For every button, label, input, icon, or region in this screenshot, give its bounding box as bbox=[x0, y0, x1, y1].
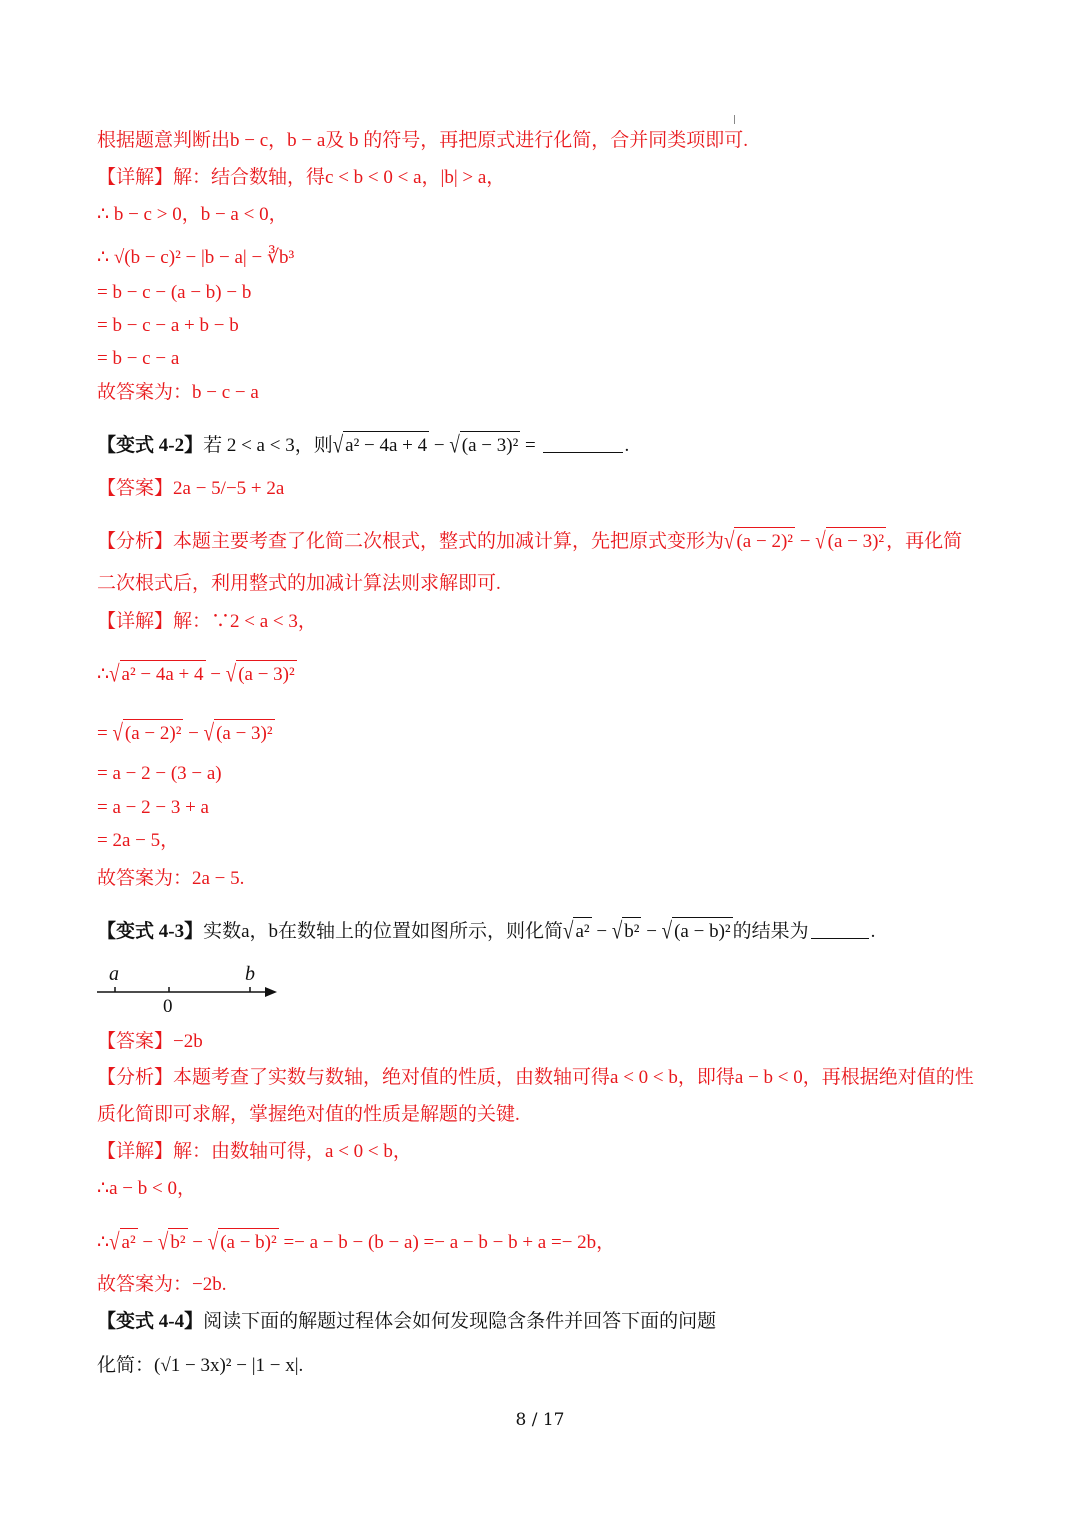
answer-blank bbox=[811, 938, 869, 939]
detail-line: = b − c − (a − b) − b bbox=[97, 282, 252, 303]
detail-4-2-line: = a − 2 − 3 + a bbox=[97, 797, 209, 818]
final-4-2: 故答案为：2a − 5. bbox=[97, 868, 245, 889]
detail-4-2: 【详解】解：∵2 < a < 3， bbox=[97, 611, 317, 632]
detail-line: = b − c − a + b − b bbox=[97, 315, 239, 336]
analysis-4-3: 【分析】本题考查了实数与数轴，绝对值的性质，由数轴可得a < 0 < b，即得a − b < 0，再根据绝对值的性 bbox=[97, 1067, 974, 1088]
question-4-2: 【变式 4-2】若 2 < a < 3，则√ a² − 4a + 4 − √ (a − 3)² = . bbox=[97, 432, 630, 459]
header-tick bbox=[734, 115, 735, 124]
label-a: a bbox=[109, 963, 119, 985]
detail-4-3: 【详解】解：由数轴可得，a < 0 < b， bbox=[97, 1141, 412, 1162]
detail-4-2-line: = √ (a − 2)² − √ (a − 3)² bbox=[97, 720, 273, 747]
detail-4-2-line: = 2a − 5， bbox=[97, 830, 180, 851]
final-answer: 故答案为：b − c − a bbox=[97, 382, 259, 403]
analysis-text: 根据题意判断出b − c，b − a及 b 的符号，再把原式进行化简，合并同类项即可. bbox=[97, 130, 749, 151]
label-zero: 0 bbox=[163, 996, 173, 1017]
detail-line: ∴ √(b − c)² − |b − a| − ∛b³ bbox=[97, 247, 295, 268]
detail-line: ∴ b − c > 0，b − a < 0， bbox=[97, 204, 288, 225]
simplify-4-4: 化简：(√1 − 3x)² − |1 − x|. bbox=[97, 1355, 304, 1376]
answer-blank bbox=[543, 452, 623, 453]
analysis-4-3-cont: 质化简即可求解，掌握绝对值的性质是解题的关键. bbox=[97, 1104, 520, 1125]
answer-4-3: 【答案】−2b bbox=[97, 1031, 203, 1052]
label-b: b bbox=[245, 963, 255, 985]
detail-line: = b − c − a bbox=[97, 348, 180, 369]
question-4-4: 【变式 4-4】阅读下面的解题过程体会如何发现隐含条件并回答下面的问题 bbox=[97, 1311, 717, 1332]
page-number: 8 / 17 bbox=[515, 1410, 565, 1430]
number-line bbox=[95, 960, 295, 1020]
detail-4-2-line: ∴√ a² − 4a + 4 − √ (a − 3)² bbox=[97, 661, 295, 688]
analysis-4-2-cont: 二次根式后，利用整式的加减计算法则求解即可. bbox=[97, 573, 501, 594]
answer-4-2: 【答案】2a − 5/−5 + 2a bbox=[97, 478, 285, 499]
detail-4-3-line: ∴√ a² − √ b² − √ (a − b)² =− a − b − (b − a) =− a − b − b + a =− 2b， bbox=[97, 1229, 616, 1256]
final-4-3: 故答案为：−2b. bbox=[97, 1274, 227, 1295]
analysis-4-2: 【分析】本题主要考查了化简二次根式，整式的加减计算，先把原式变形为√ (a − 2)² − √ (a − 3)² ，再化简 bbox=[97, 528, 963, 555]
question-4-3: 【变式 4-3】实数a，b在数轴上的位置如图所示，则化简√ a² − √ b² − √ (a − b)² 的结果为 . bbox=[97, 918, 876, 945]
detail-4-3-line: ∴a − b < 0， bbox=[97, 1178, 196, 1199]
detail-line: 【详解】解：结合数轴，得c < b < 0 < a，|b| > a， bbox=[97, 167, 506, 188]
detail-4-2-line: = a − 2 − (3 − a) bbox=[97, 763, 222, 784]
